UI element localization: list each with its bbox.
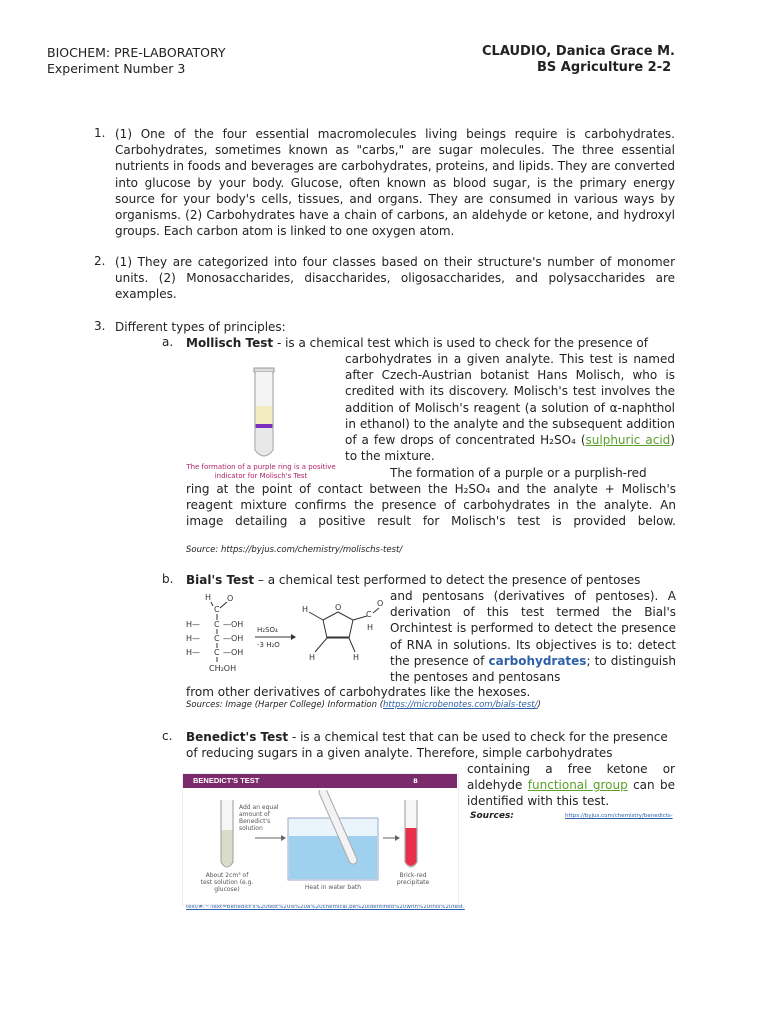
byjus-logo: B BYJU'S	[411, 777, 448, 786]
svg-text:H—: H—	[186, 648, 201, 657]
molisch-test-tube	[240, 366, 288, 466]
svg-text:H—: H—	[186, 620, 201, 629]
label-add-benedicts: Add an equal amount of Benedict's solution	[239, 804, 279, 832]
reagent-top: H₂SO₄	[257, 626, 278, 634]
svg-text:H: H	[302, 605, 309, 614]
item-3a-para2: ring at the point of contact between the H₂SO₄ and the analyte + Molisch's reagent mixture confirms the presence of carbohydrates in the analyte. An image detailing a positive result for Molisch's test is provided below.	[186, 482, 676, 529]
svg-text:C: C	[214, 648, 220, 657]
benedicts-test-title: Benedict's Test	[186, 730, 289, 744]
label-precipitate: Brick-red precipitate	[396, 872, 430, 886]
item-3c-letter: c.	[162, 729, 173, 743]
header-left	[47, 45, 225, 77]
svg-text:H: H	[309, 653, 316, 662]
svg-text:CH₂OH: CH₂OH	[209, 664, 237, 673]
benedicts-figure-title: BENEDICT'S TEST	[193, 776, 260, 785]
svg-text:H: H	[205, 593, 212, 602]
svg-text:—OH: —OH	[223, 648, 244, 657]
label-test-solution: About 2cm³ of test solution (e.g. glucose)	[200, 872, 254, 893]
byjus-benedicts-link[interactable]: https://byjus.com/chemistry/benedicts-	[565, 813, 673, 819]
svg-text:C: C	[214, 620, 220, 629]
bials-reaction-diagram	[183, 590, 383, 680]
item-3c-first-line: Benedict's Test - is a chemical test that can be used to check for the presence	[186, 730, 668, 744]
item-2-text: (1) They are categorized into four classes based on their structure's number of monomer units. (2) Monosaccharides, disaccharides, oligosaccharides, and polysaccharides are examples.	[115, 255, 675, 302]
svg-text:O: O	[377, 599, 383, 608]
item-1-number: 1.	[94, 126, 106, 140]
benedicts-figure	[183, 774, 458, 904]
functional-group-link[interactable]: functional group	[527, 778, 628, 793]
purple-ring	[256, 424, 273, 428]
item-3a-para2-start: The formation of a purple or a purplish-red	[390, 466, 647, 480]
item-3c-sources-label: Sources:	[470, 811, 514, 821]
reagent-bottom: -3 H₂O	[257, 641, 280, 649]
svg-text:H—: H—	[186, 634, 201, 643]
byjus-benedicts-link-cont[interactable]: test/#:~:text=Benedict's%20test%20is%20a%20chemical,be%20identified%20with%20this%20test.	[186, 904, 465, 910]
student-name: CLAUDIO, Danica Grace M.	[482, 44, 675, 59]
item-3b-last-line: from other derivatives of carbohydrates like the hexoses.	[186, 685, 531, 699]
svg-text:C: C	[214, 605, 220, 614]
svg-text:O: O	[335, 603, 342, 612]
experiment-number: Experiment Number 3	[47, 61, 186, 76]
bials-test-title: Bial's Test	[186, 573, 255, 587]
course-title: BIOCHEM: PRE-LABORATORY	[47, 45, 226, 60]
item-3b-wrapped: and pentosans (derivatives of pentoses). A derivation of this test termed the Bial's Orchintest is performed to detect the presence of RNA in solutions. Its objectives is to: detect the presence of carbohydrates; to distinguish the pentoses and pentosans	[390, 589, 676, 685]
sulphuric-acid-link[interactable]: sulphuric acid	[585, 433, 671, 448]
svg-text:C: C	[214, 634, 220, 643]
svg-text:—OH: —OH	[223, 620, 244, 629]
svg-text:H: H	[367, 623, 374, 632]
mollisch-test-title: Mollisch Test	[186, 336, 274, 350]
svg-text:H: H	[353, 653, 360, 662]
item-3c-second-line: of reducing sugars in a given analyte. Therefore, simple carbohydrates	[186, 746, 613, 760]
item-3-number: 3.	[94, 319, 106, 333]
carbohydrates-link[interactable]: carbohydrates	[488, 653, 587, 668]
byjus-logo-icon: B	[411, 777, 420, 786]
svg-text:C: C	[366, 610, 372, 619]
item-1-text: (1) One of the four essential macromolecules living beings require is carbohydrates. Carbohydrates, sometimes known as "carbs," are sugar molecules. The three essential nutrients in foods and beverages are carbohydrates, proteins, and lipids. They are converted into glucose by your body. Glucose, often known as blood sugar, is the primary energy source for your body's cells, tissues, and organs. They are consumed in various ways by organisms. (2) Carbohydrates have a chain of carbons, an aldehyde or ketone, and hydroxyl groups. Each carbon atom is linked to one oxygen atom.	[115, 127, 675, 239]
item-3c-wrapped: containing a free ketone or aldehyde functional group can be identified with this test.	[467, 762, 675, 809]
label-water-bath: Heat in water bath	[304, 884, 362, 891]
svg-text:—OH: —OH	[223, 634, 244, 643]
item-3b-first-line: Bial's Test – a chemical test performed to detect the presence of pentoses	[186, 573, 641, 587]
molisch-caption: The formation of a purple ring is a positive indicator for Molisch's Test	[186, 463, 336, 480]
item-3a-first-line: Mollisch Test - is a chemical test which is used to check for the presence of	[186, 336, 648, 350]
item-3b-letter: b.	[162, 572, 174, 586]
item-3a-wrapped: carbohydrates in a given analyte. This test is named after Czech-Austrian botanist Hans Molisch, who is credited with its discovery. Molisch's test involves the addition of Molisch's reagent (a solution of α-naphthol in ethanol) to the analyte and the subsequent addition of a few drops of concentrated H₂SO₄ (sulphuric acid) to the mixture.	[345, 352, 675, 464]
svg-text:O: O	[227, 594, 234, 603]
item-2-number: 2.	[94, 254, 106, 268]
item-3a-letter: a.	[162, 335, 174, 349]
student-program: BS Agriculture 2-2	[537, 60, 672, 75]
microbenotes-link[interactable]: https://microbenotes.com/bials-test/	[383, 700, 538, 710]
header-right	[482, 44, 675, 76]
item-3b-source: Sources: Image (Harper College) Information (https://microbenotes.com/bials-test/)	[186, 700, 541, 710]
item-3a-source: Source: https://byjus.com/chemistry/molischs-test/	[186, 545, 403, 555]
item-3-intro: Different types of principles:	[115, 320, 286, 334]
